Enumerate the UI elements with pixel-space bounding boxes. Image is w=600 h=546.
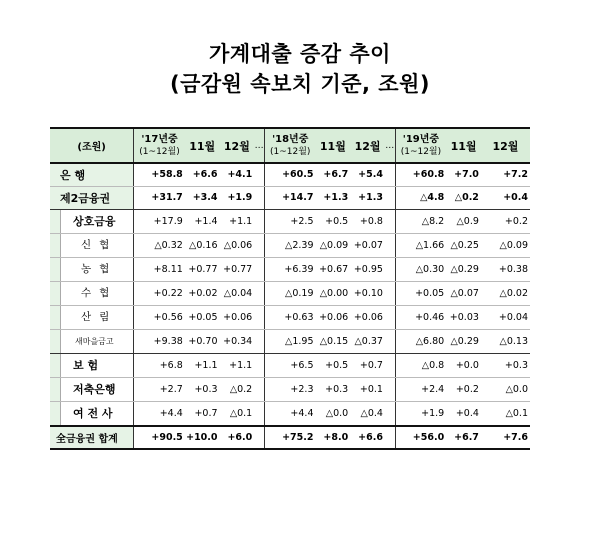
indent-marker: [50, 210, 61, 233]
row-label-text: 수협: [81, 286, 118, 299]
value-cell: +1.1: [220, 209, 255, 233]
table-row: [50, 353, 530, 377]
value-cell: +0.5: [316, 353, 351, 377]
value-cell: +0.10: [350, 281, 385, 305]
row-label: 全금융권 합계: [50, 426, 134, 449]
value-cell: +0.46: [395, 305, 446, 329]
separator-cell: [254, 305, 264, 329]
indent-marker: [50, 402, 61, 425]
table-row: [50, 233, 530, 257]
value-cell: +6.5: [264, 353, 315, 377]
separator-cell: [385, 209, 395, 233]
year-label: '19년중: [402, 133, 440, 145]
value-cell: △0.2: [220, 377, 255, 401]
value-cell: +0.3: [316, 377, 351, 401]
value-cell: △0.00: [316, 281, 351, 305]
value-cell: △1.66: [395, 233, 446, 257]
value-cell: +2.5: [264, 209, 315, 233]
value-cell: +75.2: [264, 426, 315, 449]
value-cell: +0.04: [481, 305, 530, 329]
value-cell: +0.3: [481, 353, 530, 377]
row-label: [50, 257, 134, 281]
value-cell: +2.4: [395, 377, 446, 401]
table-row: [50, 305, 530, 329]
row-label: [50, 329, 134, 353]
value-cell: +1.1: [185, 353, 220, 377]
table-row: [50, 401, 530, 426]
value-cell: +58.8: [134, 163, 185, 186]
separator-cell: [254, 163, 264, 186]
value-cell: +0.06: [350, 305, 385, 329]
value-cell: △0.8: [395, 353, 446, 377]
row-label: [50, 377, 134, 401]
separator-cell: [254, 377, 264, 401]
row-label: [50, 353, 134, 377]
value-cell: +0.03: [446, 305, 481, 329]
row-label-text: 보 험: [73, 358, 99, 372]
value-cell: +14.7: [264, 186, 315, 209]
separator-cell: [385, 426, 395, 449]
value-cell: +0.07: [350, 233, 385, 257]
value-cell: △2.39: [264, 233, 315, 257]
value-cell: +17.9: [134, 209, 185, 233]
table-row: [50, 186, 530, 209]
table-row: [50, 377, 530, 401]
separator-cell: [254, 233, 264, 257]
value-cell: △0.0: [481, 377, 530, 401]
value-cell: +60.8: [395, 163, 446, 186]
value-cell: +7.0: [446, 163, 481, 186]
value-cell: +6.7: [446, 426, 481, 449]
row-label-text: 저축은행: [73, 382, 116, 396]
indent-marker: [50, 306, 61, 329]
separator-cell: [385, 329, 395, 353]
value-cell: +5.4: [350, 163, 385, 186]
value-cell: +0.67: [316, 257, 351, 281]
table-row: [50, 163, 530, 186]
indent-marker: [50, 354, 61, 377]
separator-cell: [254, 329, 264, 353]
value-cell: +6.6: [350, 426, 385, 449]
value-cell: △0.29: [446, 329, 481, 353]
separator-cell: [385, 186, 395, 209]
value-cell: +7.2: [481, 163, 530, 186]
year-2017-header: [134, 128, 185, 163]
separator-cell: [254, 281, 264, 305]
row-label: [50, 305, 134, 329]
value-cell: △8.2: [395, 209, 446, 233]
value-cell: △0.30: [395, 257, 446, 281]
row-label: [50, 281, 134, 305]
table-row: [50, 281, 530, 305]
value-cell: +8.0: [316, 426, 351, 449]
value-cell: +4.1: [220, 163, 255, 186]
row-label-text: 농협: [81, 262, 118, 275]
table-header-row: [50, 128, 530, 163]
indent-marker: [50, 282, 61, 305]
page-subtitle: (금감원 속보치 기준, 조원): [170, 72, 430, 96]
value-cell: +0.63: [264, 305, 315, 329]
value-cell: △6.80: [395, 329, 446, 353]
month-11-header: 11월: [316, 128, 351, 163]
value-cell: △0.4: [350, 401, 385, 426]
month-11-header: 11월: [185, 128, 220, 163]
value-cell: +0.2: [481, 209, 530, 233]
table-body: [50, 163, 530, 449]
indent-marker: [50, 330, 61, 353]
value-cell: △1.95: [264, 329, 315, 353]
value-cell: +0.05: [185, 305, 220, 329]
separator-cell: [385, 163, 395, 186]
value-cell: +10.0: [185, 426, 220, 449]
value-cell: △0.07: [446, 281, 481, 305]
value-cell: △0.2: [446, 186, 481, 209]
page-title: 가계대출 증감 추이: [209, 42, 391, 66]
value-cell: +9.38: [134, 329, 185, 353]
value-cell: +6.6: [185, 163, 220, 186]
value-cell: △0.32: [134, 233, 185, 257]
value-cell: △0.37: [350, 329, 385, 353]
month-12-header: 12월: [350, 128, 385, 163]
separator-cell: [385, 257, 395, 281]
value-cell: +60.5: [264, 163, 315, 186]
indent-marker: [50, 378, 61, 401]
year-range: (1~12월): [139, 146, 180, 157]
value-cell: +0.5: [316, 209, 351, 233]
row-label-text: 여 전 사: [73, 406, 113, 420]
value-cell: △0.29: [446, 257, 481, 281]
value-cell: +0.06: [220, 305, 255, 329]
year-range: (1~12월): [400, 146, 442, 157]
month-12-header: 12월: [481, 128, 530, 163]
value-cell: +0.4: [481, 186, 530, 209]
value-cell: +4.4: [264, 401, 315, 426]
value-cell: △0.25: [446, 233, 481, 257]
value-cell: +0.77: [220, 257, 255, 281]
separator-cell: [254, 257, 264, 281]
value-cell: △0.0: [316, 401, 351, 426]
month-11-header: 11월: [446, 128, 481, 163]
value-cell: +0.02: [185, 281, 220, 305]
value-cell: △0.13: [481, 329, 530, 353]
value-cell: +0.06: [316, 305, 351, 329]
value-cell: +1.3: [316, 186, 351, 209]
value-cell: △0.02: [481, 281, 530, 305]
value-cell: +0.38: [481, 257, 530, 281]
separator-cell: [254, 186, 264, 209]
value-cell: +3.4: [185, 186, 220, 209]
value-cell: +0.7: [185, 401, 220, 426]
value-cell: +0.1: [350, 377, 385, 401]
value-cell: +6.0: [220, 426, 255, 449]
value-cell: +0.77: [185, 257, 220, 281]
value-cell: +2.3: [264, 377, 315, 401]
separator-cell: [254, 209, 264, 233]
value-cell: +0.34: [220, 329, 255, 353]
value-cell: △0.09: [316, 233, 351, 257]
value-cell: △0.1: [481, 401, 530, 426]
separator-cell: [254, 401, 264, 426]
separator-cell: [385, 305, 395, 329]
value-cell: △0.06: [220, 233, 255, 257]
value-cell: +90.5: [134, 426, 185, 449]
row-label: [50, 233, 134, 257]
value-cell: +56.0: [395, 426, 446, 449]
value-cell: +4.4: [134, 401, 185, 426]
row-label-text: 산림: [81, 310, 118, 323]
value-cell: +1.9: [395, 401, 446, 426]
row-label: 제2금융권: [50, 186, 134, 209]
year-range: (1~12월): [270, 146, 311, 157]
value-cell: +0.56: [134, 305, 185, 329]
value-cell: △0.15: [316, 329, 351, 353]
row-label-text: 신협: [81, 238, 118, 251]
value-cell: △0.19: [264, 281, 315, 305]
loan-change-table: [50, 127, 530, 450]
value-cell: +0.22: [134, 281, 185, 305]
table-row: [50, 426, 530, 449]
separator-cell: [254, 426, 264, 449]
separator-cell: [254, 353, 264, 377]
value-cell: △0.09: [481, 233, 530, 257]
value-cell: +31.7: [134, 186, 185, 209]
ellipsis-separator: …: [385, 128, 395, 163]
value-cell: △0.04: [220, 281, 255, 305]
row-label-text: 상호금융: [73, 214, 116, 228]
value-cell: △0.1: [220, 401, 255, 426]
separator-cell: [385, 281, 395, 305]
value-cell: +0.4: [446, 401, 481, 426]
indent-marker: [50, 234, 61, 257]
separator-cell: [385, 377, 395, 401]
separator-cell: [385, 401, 395, 426]
value-cell: +6.7: [316, 163, 351, 186]
value-cell: +7.6: [481, 426, 530, 449]
row-label: 은 행: [50, 163, 134, 186]
value-cell: +1.3: [350, 186, 385, 209]
unit-header: (조원): [50, 128, 134, 163]
value-cell: +0.3: [185, 377, 220, 401]
table-row: [50, 329, 530, 353]
value-cell: +0.2: [446, 377, 481, 401]
value-cell: △4.8: [395, 186, 446, 209]
value-cell: +1.4: [185, 209, 220, 233]
year-label: '18년중: [272, 133, 309, 145]
value-cell: +0.0: [446, 353, 481, 377]
separator-cell: [385, 233, 395, 257]
row-label: [50, 401, 134, 426]
value-cell: +6.8: [134, 353, 185, 377]
value-cell: +6.39: [264, 257, 315, 281]
indent-marker: [50, 258, 61, 281]
value-cell: +0.05: [395, 281, 446, 305]
ellipsis-separator: …: [254, 128, 264, 163]
year-label: '17년중: [141, 133, 178, 145]
value-cell: +1.1: [220, 353, 255, 377]
value-cell: +1.9: [220, 186, 255, 209]
month-12-header: 12월: [220, 128, 255, 163]
row-label-text: 새마을금고: [75, 336, 114, 346]
row-label: [50, 209, 134, 233]
table-row: [50, 257, 530, 281]
year-2019-header: [395, 128, 446, 163]
value-cell: +0.7: [350, 353, 385, 377]
value-cell: +8.11: [134, 257, 185, 281]
value-cell: +2.7: [134, 377, 185, 401]
value-cell: +0.95: [350, 257, 385, 281]
value-cell: △0.16: [185, 233, 220, 257]
year-2018-header: [264, 128, 315, 163]
value-cell: +0.8: [350, 209, 385, 233]
value-cell: △0.9: [446, 209, 481, 233]
separator-cell: [385, 353, 395, 377]
value-cell: +0.70: [185, 329, 220, 353]
table-row: [50, 209, 530, 233]
